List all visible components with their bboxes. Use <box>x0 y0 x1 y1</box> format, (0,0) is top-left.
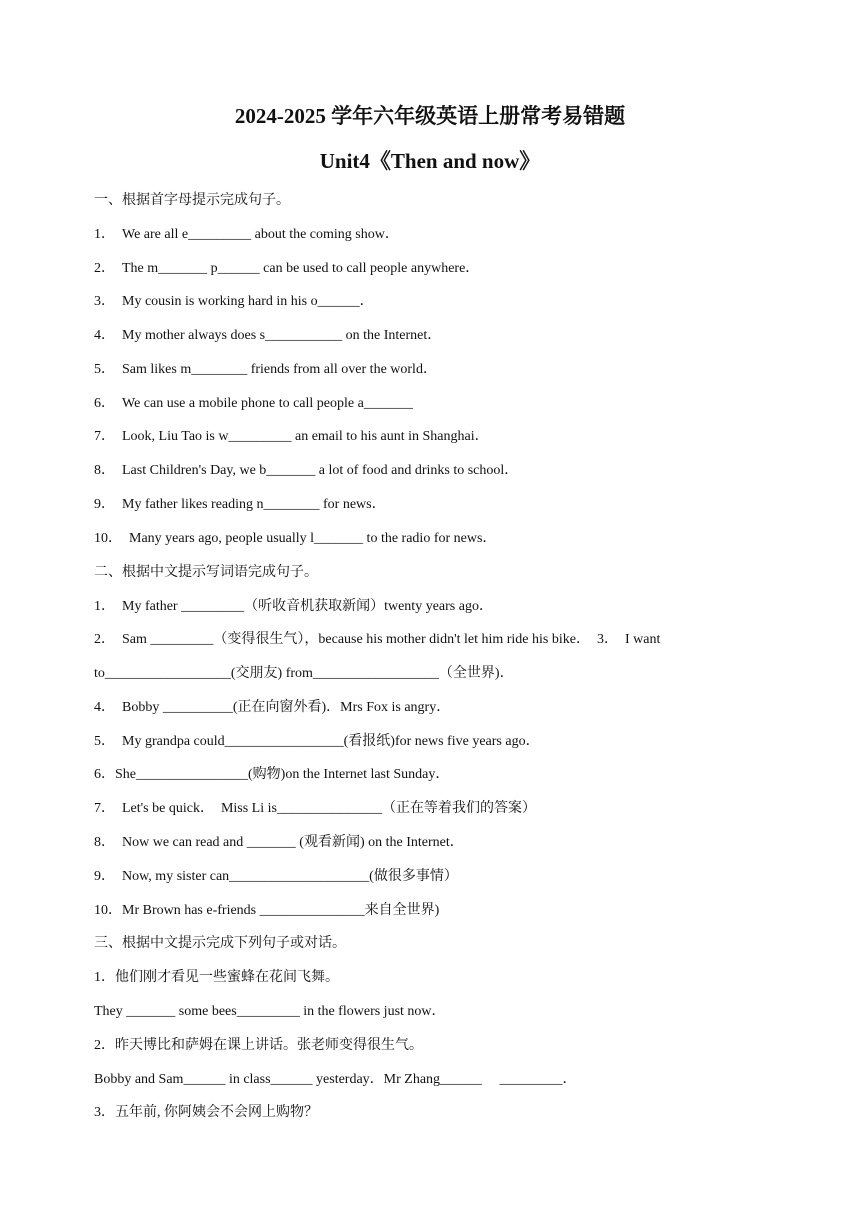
section-1-item: 9． My father likes reading n________ for news． <box>94 497 386 512</box>
section-1-heading: 一、根据首字母提示完成句子。 <box>94 193 290 208</box>
section-2-heading: 二、根据中文提示写词语完成句子。 <box>94 565 318 580</box>
section-2-item: to__________________(交朋友) from__________________（全世界)． <box>94 666 514 681</box>
section-3-item: 2．昨天博比和萨姆在课上讲话。张老师变得很生气。 <box>94 1038 423 1053</box>
section-2-item: 10．Mr Brown has e-friends _______________来自全世界) <box>94 903 440 918</box>
section-2-item: 5． My grandpa could_________________(看报纸)for news five years ago． <box>94 734 540 749</box>
section-2-item: 1． My father _________（听收音机获取新闻）twenty years ago． <box>94 599 493 614</box>
section-1-item: 8． Last Children's Day, we b_______ a lot of food and drinks to school． <box>94 463 519 478</box>
section-2-item: 7． Let's be quick． Miss Li is_______________（正在等着我们的答案） <box>94 801 536 816</box>
section-1-item: 7． Look, Liu Tao is w_________ an email to his aunt in Shanghai． <box>94 429 489 444</box>
section-2-item: 2． Sam _________（变得很生气），because his mother didn't let him ride his bike． 3． I want <box>94 632 661 647</box>
page-subtitle: Unit4《Then and now》 <box>319 149 541 173</box>
section-2-item: 8． Now we can read and _______ (观看新闻) on the Internet． <box>94 835 464 850</box>
section-1-item: 5． Sam likes m________ friends from all over the world． <box>94 362 437 377</box>
page-title: 2024-2025 学年六年级英语上册常考易错题 <box>234 104 626 128</box>
section-3-item: They _______ some bees_________ in the flowers just now． <box>94 1004 446 1019</box>
section-3-item: Bobby and Sam______ in class______ yesterday．Mr Zhang______ _________． <box>94 1072 577 1087</box>
section-3-item: 1．他们刚才看见一些蜜蜂在花间飞舞。 <box>94 970 339 985</box>
section-2-item: 9． Now, my sister can____________________(做很多事情） <box>94 869 458 884</box>
section-1-item: 6． We can use a mobile phone to call people a_______ <box>94 396 413 411</box>
section-1-item: 4． My mother always does s___________ on the Internet． <box>94 328 442 343</box>
section-1-item: 3． My cousin is working hard in his o______． <box>94 294 374 309</box>
section-1-item: 10． Many years ago, people usually l_______ to the radio for news． <box>94 531 497 546</box>
section-1-item: 1． We are all e_________ about the coming show． <box>94 227 399 242</box>
section-2-item: 4． Bobby __________(正在向窗外看)．Mrs Fox is angry． <box>94 700 451 715</box>
section-3-heading: 三、根据中文提示完成下列句子或对话。 <box>94 936 346 951</box>
section-2-item: 6．She________________(购物)on the Internet last Sunday． <box>94 767 450 782</box>
section-1-item: 2． The m_______ p______ can be used to call people anywhere． <box>94 261 480 276</box>
section-3-item: 3．五年前, 你阿姨会不会网上购物？ <box>94 1105 318 1120</box>
